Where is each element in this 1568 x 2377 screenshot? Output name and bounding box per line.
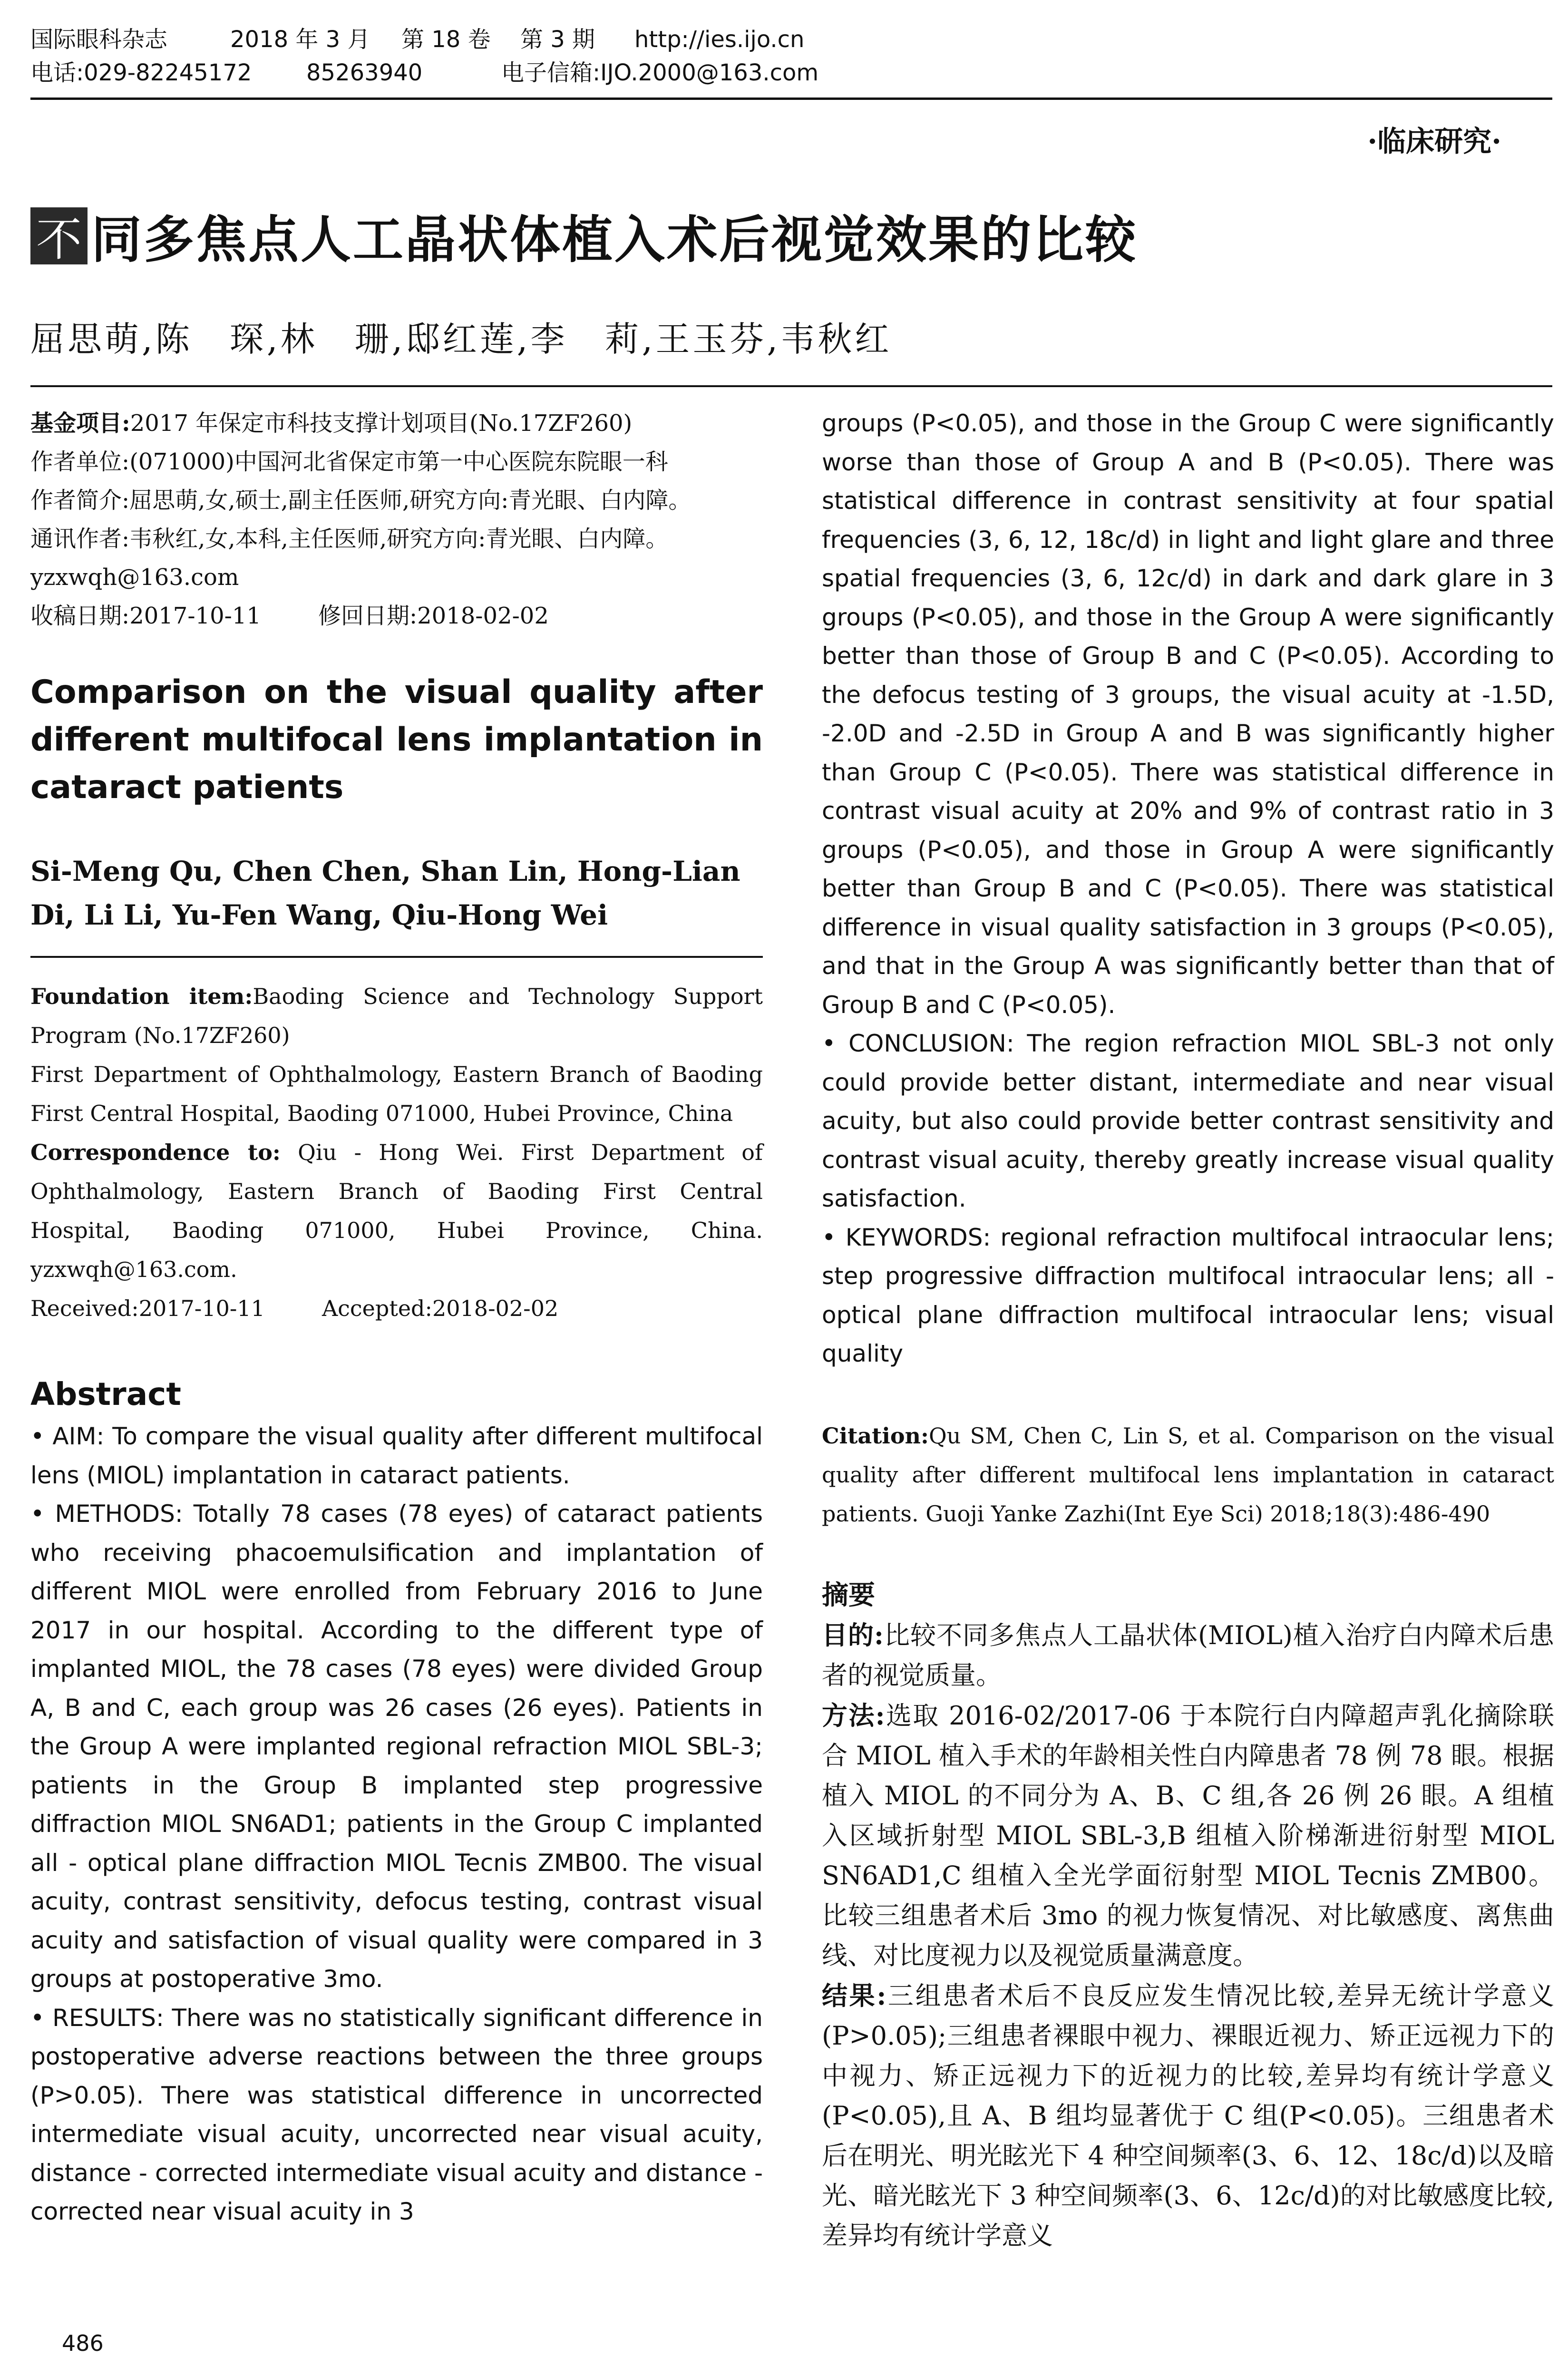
summary-aim-text: 比较不同多焦点人工晶状体(MIOL)植入治疗白内障术后患者的视觉质量。	[822, 1620, 1554, 1690]
volume: 第 18 卷	[401, 26, 491, 53]
abstract-keywords: • KEYWORDS: regional refraction multifocal intraocular lens; step progressive diffraction multifocal intraocular lens; all - optical plane diffraction multifocal intraocular lens; visual quality	[822, 1223, 1554, 1367]
header-line-1	[30, 23, 1552, 56]
abstract-methods: • METHODS: Totally 78 cases (78 eyes) of cataract patients who receiving phacoemulsification and implantation of different MIOL were enrolled from February 2016 to June 2017 in our hospital. According to the different type of implanted MIOL, the 78 cases (78 eyes) were divided Group A, B and C, each group was 26 cases (26 eyes). Patients in the Group A were implanted regional refraction MIOL SBL-3; patients in the Group B implanted step progressive diffraction MIOL SN6AD1; patients in the Group C implanted all - optical plane diffraction MIOL Tecnis ZMB00. The visual acuity, contrast sensitivity, defocus testing, contrast visual acuity and satisfaction of visual quality were compared in 3 groups at postoperative 3mo.	[30, 1500, 763, 1993]
summary-cn-heading: 摘要	[822, 1579, 875, 1611]
abstract-results-part1: • RESULTS: There was no statistically significant difference in postoperative adverse reactions between the three groups (P>0.05). There was statistical difference in uncorrected intermediate visual acuity, uncorrected near visual acuity, distance - corrected intermediate visual acuity and distance - corrected near visual acuity in 3	[30, 2004, 763, 2225]
summary-cn	[822, 1615, 1554, 2256]
affil-label: 作者单位:	[30, 448, 130, 475]
received-label: 收稿日期:	[30, 603, 130, 629]
issue-date: 2018 年 3 月	[230, 26, 370, 53]
authors-en: Si-Meng Qu, Chen Chen, Shan Lin, Hong-Lian Di, Li Li, Yu-Fen Wang, Qiu-Hong Wei	[30, 855, 740, 931]
title-cn-text: 同多焦点人工晶状体植入术后视觉效果的比较	[91, 211, 1138, 269]
abstract-results-part2: groups (P<0.05), and those in the Group C were significantly worse than those of Group A and B (P<0.05). There was statistical difference in contrast sensitivity at four spatial frequencies (3, 6, 12, 18c/d) in light and light glare and three spatial frequencies (3, 6, 12c/d) in dark and dark glare in 3 groups (P<0.05), and those in the Group A were significantly better than those of Group B and C (P<0.05). According to the defocus testing of 3 groups, the visual acuity at -1.5D, -2.0D and -2.5D in Group A and B was significantly higher than Group C (P<0.05). There was statistical difference in contrast visual acuity at 20% and 9% of contrast ratio in 3 groups (P<0.05), and those in Group A were significantly better than Group B and C (P<0.05). There was statistical difference in visual quality satisfaction in 3 groups (P<0.05), and that in the Group A was significantly better than that of Group B and C (P<0.05).	[822, 409, 1554, 1019]
revised-date: 2018-02-02	[417, 603, 549, 629]
affiliation-en: First Department of Ophthalmology, Eastern Branch of Baoding First Central Hospital, Baoding 071000, Hubei Province, China	[30, 1062, 763, 1126]
title-cn	[30, 200, 1138, 272]
summary-methods	[822, 1695, 1554, 1976]
journal-name: 国际眼科杂志	[30, 26, 168, 53]
abstract-heading: Abstract	[30, 1376, 181, 1413]
header-rule	[30, 97, 1552, 100]
summary-aim	[822, 1615, 1554, 1695]
authors-cn: 屈思萌,陈 琛,林 珊,邸红莲,李 莉,王玉芬,韦秋红	[30, 319, 892, 359]
abstract-conclusion: • CONCLUSION: The region refraction MIOL SBL-3 not only could provide better distant, intermediate and near visual acuity, but also could provide better contrast sensitivity and contrast visual acuity, thereby greatly increase visual quality satisfaction.	[822, 1030, 1554, 1212]
title-en: Comparison on the visual quality after different multifocal lens implantation in cataract patients	[30, 673, 763, 806]
header-line-2	[30, 56, 1552, 89]
right-column	[822, 404, 1554, 2256]
phone: 电话:029-82245172	[30, 59, 252, 86]
title-rule	[30, 385, 1552, 387]
corr-text: 韦秋红,女,本科,主任医师,研究方向:青光眼、白内障。yzxwqh@163.com	[30, 526, 669, 591]
abstract-aim: • AIM: To compare the visual quality after different multifocal lens (MIOL) implantation in cataract patients.	[30, 1422, 763, 1489]
running-header	[30, 23, 1552, 89]
accepted-en: Accepted:2018-02-02	[321, 1296, 559, 1321]
left-column	[30, 404, 763, 2231]
title-drop-cap: 不	[30, 207, 88, 264]
section-label: ·临床研究·	[1367, 125, 1501, 158]
summary-methods-text: 选取 2016-02/2017-06 于本院行白内障超声乳化摘除联合 MIOL 植入手术的年龄相关性白内障患者 78 例 78 眼。根据植入 MIOL 的不同分为 A、B、C 组,各 26 例 26 眼。A 组植入区域折射型 MIOL SBL-3,B 组植入阶梯渐进衍射型 MIOL SN6AD1,C 组植入全光学面衍射型 MIOL Tecnis ZMB00。比较三组患者术后 3mo 的视力恢复情况、对比敏感度、离焦曲线、对比度视力以及视觉质量满意度。	[822, 1700, 1555, 1970]
corr-line	[30, 520, 763, 597]
bio-line	[30, 481, 763, 520]
affil-text: (071000)中国河北省保定市第一中心医院东院眼一科	[129, 448, 668, 475]
received-date: 2017-10-11	[129, 603, 261, 629]
dates-line	[30, 597, 763, 635]
summary-results-text: 三组患者术后不良反应发生情况比较,差异无统计学意义(P>0.05);三组患者裸眼中视力、裸眼近视力、矫正远视力下的中视力、矫正远视力下的近视力的比较,差异均有统计学意义(P<0.05),且 A、B 组均显著优于 C 组(P<0.05)。三组患者术后在明光、明光眩光下 4 种空间频率(3、6、12、18c/d)以及暗光、暗光眩光下 3 种空间频率(3、6、12c/d)的对比敏感度比较,差异均有统计学意义	[822, 1980, 1554, 2250]
foundation-line	[30, 977, 763, 1055]
fund-line	[30, 404, 763, 443]
summary-results-label: 结果:	[822, 1980, 886, 2011]
bio-label: 作者简介:	[30, 487, 130, 514]
revised-label: 修回日期:	[318, 603, 418, 629]
corr-label: 通讯作者:	[30, 526, 130, 552]
summary-results	[822, 1976, 1554, 2256]
summary-aim-label: 目的:	[822, 1619, 884, 1650]
affil-line	[30, 443, 763, 481]
email: 电子信箱:IJO.2000@163.com	[501, 59, 819, 86]
meta-en	[30, 977, 763, 1328]
citation	[822, 1416, 1554, 1533]
foundation-label: Foundation item:	[30, 984, 253, 1009]
summary-methods-label: 方法:	[822, 1700, 885, 1731]
correspondence-line	[30, 1133, 763, 1289]
received-en: Received:2017-10-11	[30, 1296, 265, 1321]
issue-number: 第 3 期	[520, 26, 595, 53]
foundation-text: Baoding Science and Technology Support Program (No.17ZF260)	[30, 984, 763, 1048]
fund-label: 基金项目:	[30, 410, 130, 437]
citation-label: Citation:	[822, 1422, 929, 1449]
correspondence-text: Qiu - Hong Wei. First Department of Ophthalmology, Eastern Branch of Baoding First Central Hospital, Baoding 071000, Hubei Province, China. yzxwqh@163.com.	[30, 1140, 763, 1282]
citation-text: Qu SM, Chen C, Lin S, et al. Comparison on the visual quality after different multifocal lens implantation in cataract patients. Guoji Yanke Zazhi(Int Eye Sci) 2018;18(3):486-490	[822, 1422, 1554, 1527]
page-number: 486	[62, 2330, 104, 2356]
journal-url: http://ies.ijo.cn	[634, 26, 805, 53]
abstract-left	[30, 1417, 763, 2231]
dates-en	[30, 1289, 763, 1328]
correspondence-label: Correspondence to:	[30, 1140, 281, 1165]
phone-2: 85263940	[306, 59, 423, 86]
abstract-right	[822, 404, 1554, 1374]
bio-text: 屈思萌,女,硕士,副主任医师,研究方向:青光眼、白内障。	[129, 487, 691, 514]
meta-rule	[30, 956, 763, 958]
meta-cn	[30, 404, 763, 635]
fund-text: 2017 年保定市科技支撑计划项目(No.17ZF260)	[130, 410, 633, 437]
